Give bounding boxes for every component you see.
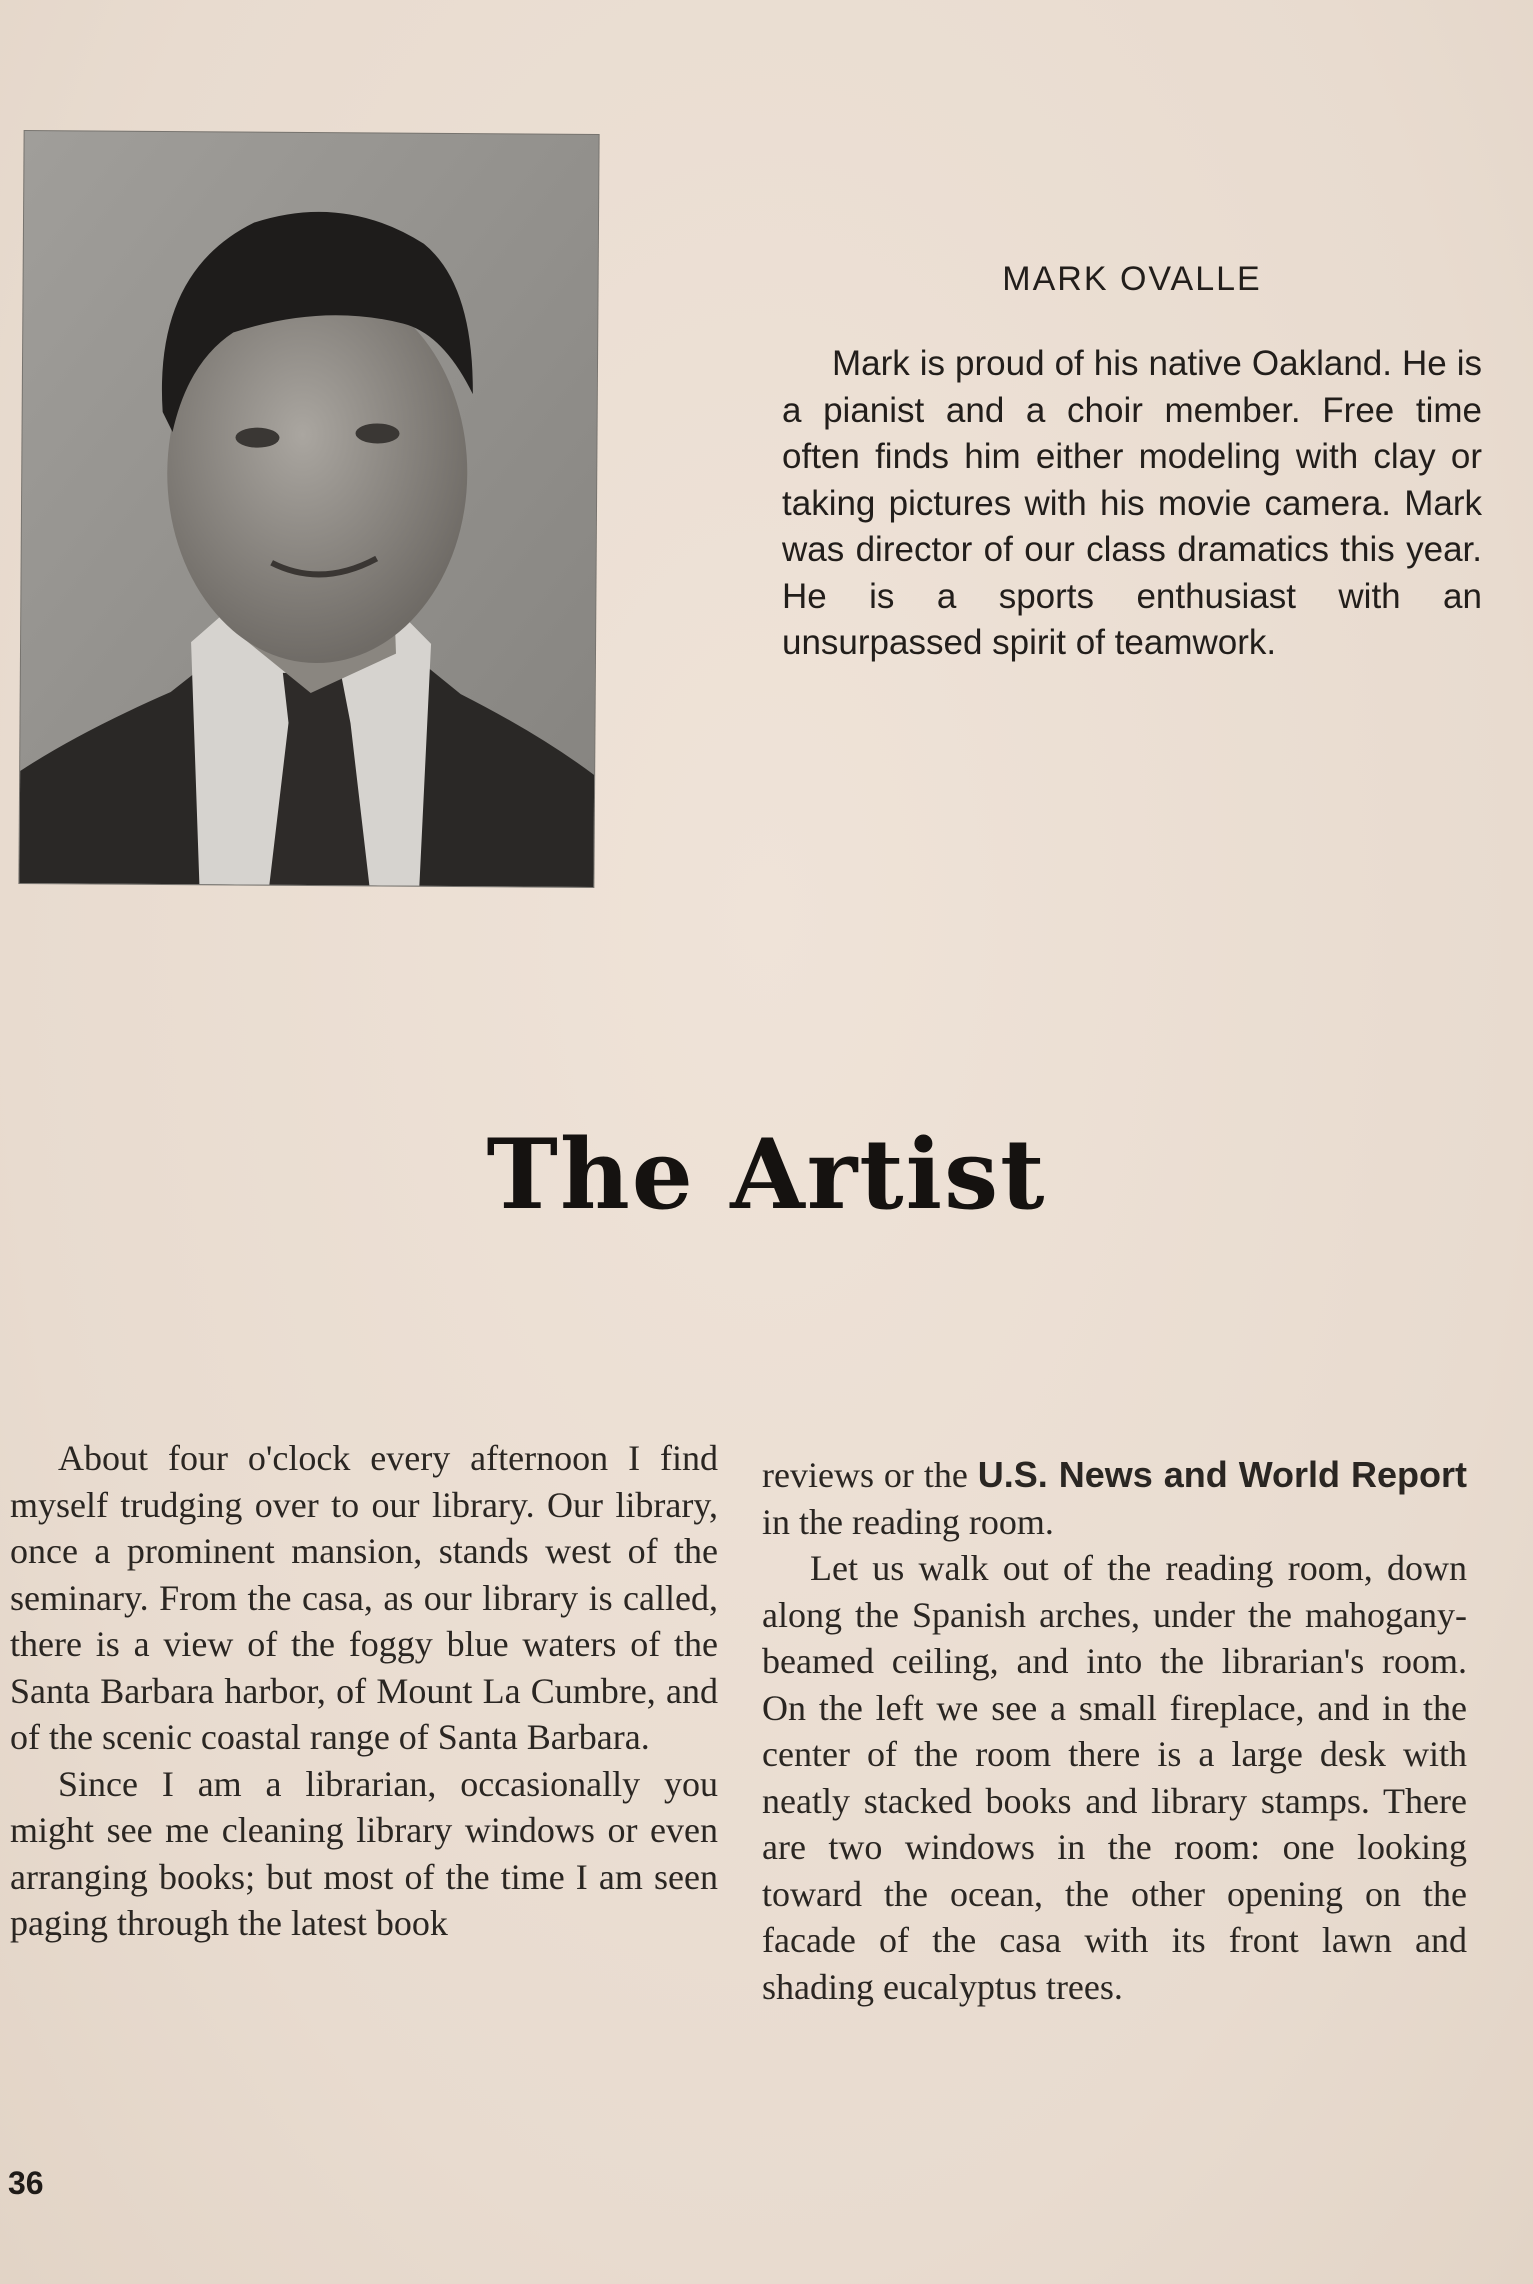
left-paragraph-1: About four o'clock every afternoon I find myself trudging over to our library. Our library, once a prominent mansion, stands west of the seminary. From the casa, as our library is called, there is a view of the foggy blue waters of the Santa Barbara harbor, of Mount La Cumbre, and of the scenic coastal range of Santa Barbara.: [10, 1438, 718, 1757]
article-title: The Artist: [486, 1118, 1047, 1231]
left-paragraph-2: Since I am a librarian, occasionally you might see me cleaning library windows or even arranging books; but most of the time I am seen paging through the latest book: [10, 1763, 718, 1943]
page-number: 36: [8, 2165, 44, 2201]
portrait-image: [19, 131, 598, 887]
article-left-column: [10, 1435, 718, 1947]
right-paragraph-1-end: in the reading room.: [762, 1501, 1054, 1542]
profile-bio: Mark is proud of his native Oakland. He is a pianist and a choir member. Free time often finds him either modeling with clay or taking pictures with his movie camera. Mark was director of our class dramatics this year. He is a sports enthusiast with an unsurpassed spirit of teamwork.: [782, 344, 1482, 662]
publication-name: U.S. News and World Report: [977, 1454, 1467, 1495]
right-paragraph-2: Let us walk out of the reading room, down along the Spanish arches, under the mahogany-beamed ceiling, and into the librarian's room. On the left we see a small fireplace, and in the center of the room there is a large desk with neatly stacked books and library stamps. There are two windows in the room: one looking toward the ocean, the other opening on the facade of the casa with its front lawn and shading eucalyptus trees.: [762, 1548, 1467, 2007]
right-paragraph-1-start: reviews or the: [762, 1455, 978, 1495]
profile-section: [782, 260, 1482, 667]
profile-name: MARK OVALLE: [1002, 260, 1262, 298]
portrait-photo: [19, 131, 598, 887]
right-paragraph-1: [762, 1452, 1467, 1545]
article-right-column: [762, 1452, 1467, 2010]
